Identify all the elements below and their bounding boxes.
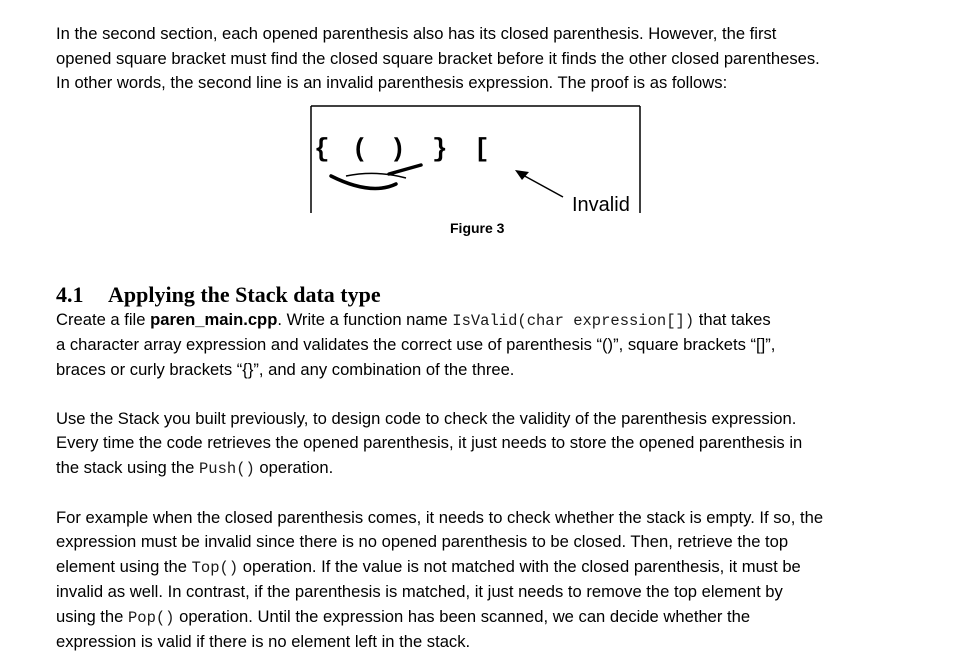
filename: paren_main.cpp (150, 309, 278, 329)
paragraph-example (56, 506, 916, 655)
text-line: Create a file paren_main.cpp. Write a function name IsValid(char expression[]) that takes (56, 309, 771, 330)
document-page (56, 22, 916, 655)
bracket-char: { (314, 133, 330, 164)
match-curve-inner (346, 173, 406, 178)
code-pop: Pop() (127, 608, 175, 627)
text-line: element using the Top() operation. If the value is not matched with the closed parenthesis, it must be (56, 556, 801, 577)
section-title: Applying the Stack data type (108, 281, 381, 307)
text-line: expression is valid if there is no element left in the stack. (56, 632, 471, 651)
match-curve (331, 176, 396, 189)
code-top: Top() (191, 558, 239, 577)
figure-caption: Figure 3 (450, 219, 505, 236)
figure-3 (56, 96, 916, 254)
text-line: Use the Stack you built previously, to design code to check the validity of the parenthesis expression. (56, 408, 797, 428)
text-line: In the second section, each opened parenthesis also has its closed parenthesis. However, the first (56, 24, 777, 43)
bracket-char: ) (390, 133, 406, 164)
section-heading (56, 282, 916, 308)
text-line: using the Pop() operation. Until the expression has been scanned, we can decide whether the (56, 606, 751, 627)
invalid-label: Invalid (572, 193, 630, 216)
text-line: braces or curly brackets “{}”, and any combination of the three. (56, 359, 515, 379)
parenthesis-diagram (306, 100, 666, 220)
text-line: In other words, the second line is an invalid parenthesis expression. The proof is as follows: (56, 73, 728, 92)
section-number: 4.1 (56, 281, 84, 307)
paragraph-use-stack (56, 407, 916, 482)
code-function-signature: IsValid(char expression[]) (452, 311, 695, 330)
text-line: a character array expression and validates the correct use of parenthesis “()”, square brackets “[]”, (56, 335, 776, 354)
arrow-head-icon (515, 170, 529, 180)
text-line: the stack using the Push() operation. (56, 457, 334, 478)
code-push: Push() (198, 459, 255, 478)
text-line: For example when the closed parenthesis comes, it needs to check whether the stack is empty. If so, the (56, 507, 824, 527)
bracket-char: } (432, 133, 448, 164)
arrow-line (521, 174, 563, 197)
paragraph-create-file (56, 308, 916, 383)
text-line: opened square bracket must find the closed square bracket before it finds the other closed parentheses. (56, 48, 820, 68)
match-curve-tail (389, 165, 421, 174)
text-line: invalid as well. In contrast, if the parenthesis is matched, it just needs to remove the top element by (56, 582, 783, 601)
bracket-char: ( (352, 133, 368, 164)
intro-paragraph (56, 22, 916, 96)
bracket-char: [ (474, 133, 490, 164)
text-line: expression must be invalid since there is no opened parenthesis to be closed. Then, retrieve the top (56, 532, 789, 551)
text-line: Every time the code retrieves the opened parenthesis, it just needs to store the opened parenthesis in (56, 433, 803, 452)
